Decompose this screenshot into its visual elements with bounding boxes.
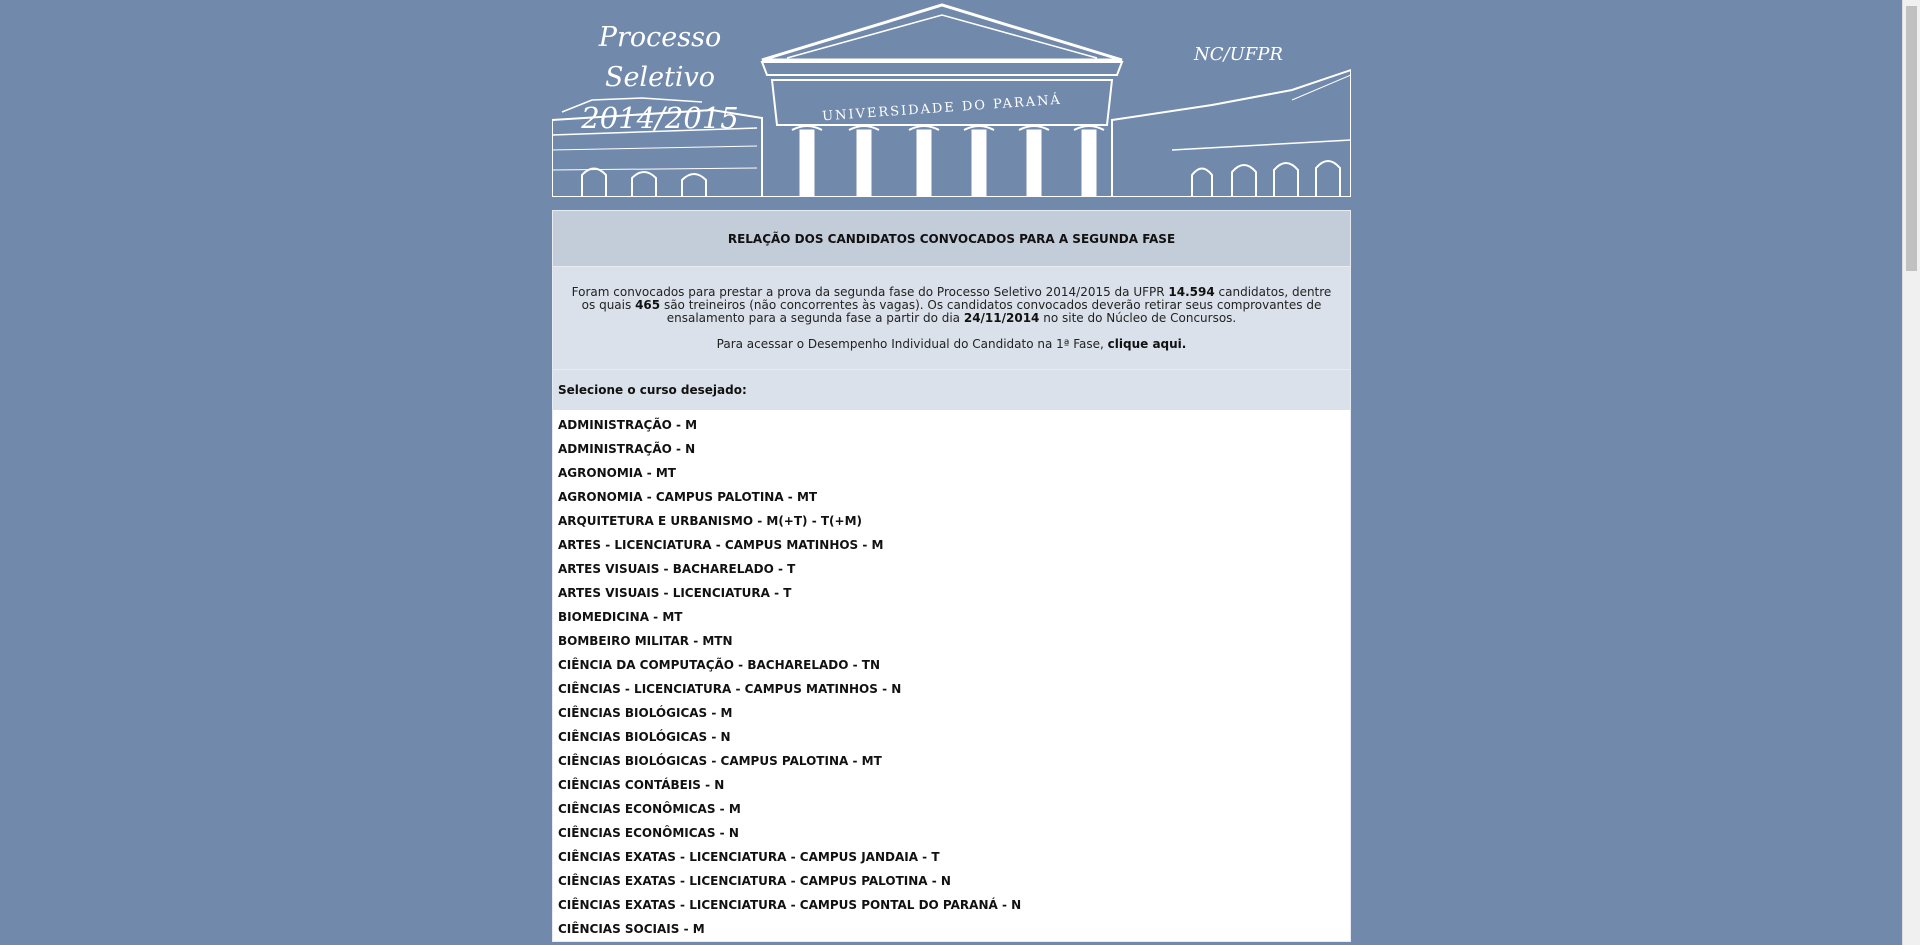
course-select-label: Selecione o curso desejado: xyxy=(553,370,1350,410)
header-banner xyxy=(552,0,1351,197)
intro-text-1: Foram convocados para prestar a prova da segunda fase do Processo Seletivo 2014/2015 da UFPR xyxy=(571,285,1169,299)
access-text: Para acessar o Desempenho Individual do Candidato na 1ª Fase, xyxy=(716,337,1108,351)
course-link[interactable]: CIÊNCIAS - LICENCIATURA - CAMPUS MATINHOS - N xyxy=(558,682,902,696)
course-link[interactable]: ARTES VISUAIS - LICENCIATURA - T xyxy=(558,586,792,600)
course-link[interactable]: AGRONOMIA - CAMPUS PALOTINA - MT xyxy=(558,490,818,504)
banner-title xyxy=(580,18,740,138)
course-link[interactable]: ADMINISTRAÇÃO - M xyxy=(558,418,698,432)
banner-title-line2: 2014/2015 xyxy=(581,101,739,135)
course-link[interactable]: CIÊNCIAS ECONÔMICAS - N xyxy=(558,826,739,840)
performance-link[interactable]: clique aqui. xyxy=(1107,337,1187,351)
intro-text-3: são treineiros (não concorrentes às vagas). Os candidatos convocados deverão retirar seus comprovantes de ensalamento para a segunda fase a partir do dia xyxy=(660,298,1322,325)
course-link[interactable]: CIÊNCIAS EXATAS - LICENCIATURA - CAMPUS PALOTINA - N xyxy=(558,874,951,888)
release-date: 24/11/2014 xyxy=(963,311,1040,325)
intro-text-2: candidatos, dentre os quais xyxy=(581,285,1332,312)
course-link[interactable]: AGRONOMIA - MT xyxy=(558,466,676,480)
scrollbar-thumb[interactable] xyxy=(1906,6,1917,271)
course-link[interactable]: BIOMEDICINA - MT xyxy=(558,610,683,624)
course-link[interactable]: ARTES - LICENCIATURA - CAMPUS MATINHOS - M xyxy=(558,538,884,552)
course-link[interactable]: ARTES VISUAIS - BACHARELADO - T xyxy=(558,562,796,576)
banner-org: NC/UFPR xyxy=(1194,44,1283,65)
course-link[interactable]: CIÊNCIAS BIOLÓGICAS - N xyxy=(558,730,731,744)
page-title: RELAÇÃO DOS CANDIDATOS CONVOCADOS PARA A SEGUNDA FASE xyxy=(553,211,1350,267)
intro-paragraph xyxy=(565,286,1338,325)
course-list xyxy=(553,410,1350,941)
building-inscription: UNIVERSIDADE DO PARANÁ xyxy=(821,92,1063,125)
course-link[interactable]: BOMBEIRO MILITAR - MTN xyxy=(558,634,733,648)
access-paragraph xyxy=(565,338,1338,351)
intro-box xyxy=(553,267,1350,370)
total-count: 14.594 xyxy=(1168,285,1215,299)
course-link[interactable]: CIÊNCIAS EXATAS - LICENCIATURA - CAMPUS JANDAIA - T xyxy=(558,850,940,864)
course-link[interactable]: CIÊNCIAS SOCIAIS - M xyxy=(558,922,705,936)
course-link[interactable]: CIÊNCIAS EXATAS - LICENCIATURA - CAMPUS PONTAL DO PARANÁ - N xyxy=(558,898,1022,912)
course-link[interactable]: CIÊNCIAS BIOLÓGICAS - CAMPUS PALOTINA - MT xyxy=(558,754,882,768)
intro-text-4: no site do Núcleo de Concursos. xyxy=(1039,311,1237,325)
course-link[interactable]: CIÊNCIAS CONTÁBEIS - N xyxy=(558,778,725,792)
course-link[interactable]: CIÊNCIA DA COMPUTAÇÃO - BACHARELADO - TN xyxy=(558,658,881,672)
content-panel xyxy=(552,210,1351,942)
course-link[interactable]: ARQUITETURA E URBANISMO - M(+T) - T(+M) xyxy=(558,514,863,528)
vertical-scrollbar[interactable] xyxy=(1902,0,1920,945)
page-container xyxy=(552,0,1351,942)
course-link[interactable]: CIÊNCIAS BIOLÓGICAS - M xyxy=(558,706,733,720)
course-link[interactable]: ADMINISTRAÇÃO - N xyxy=(558,442,696,456)
course-link[interactable]: CIÊNCIAS ECONÔMICAS - M xyxy=(558,802,741,816)
trainee-count: 465 xyxy=(635,298,661,312)
banner-title-line1: Processo Seletivo xyxy=(598,22,722,93)
